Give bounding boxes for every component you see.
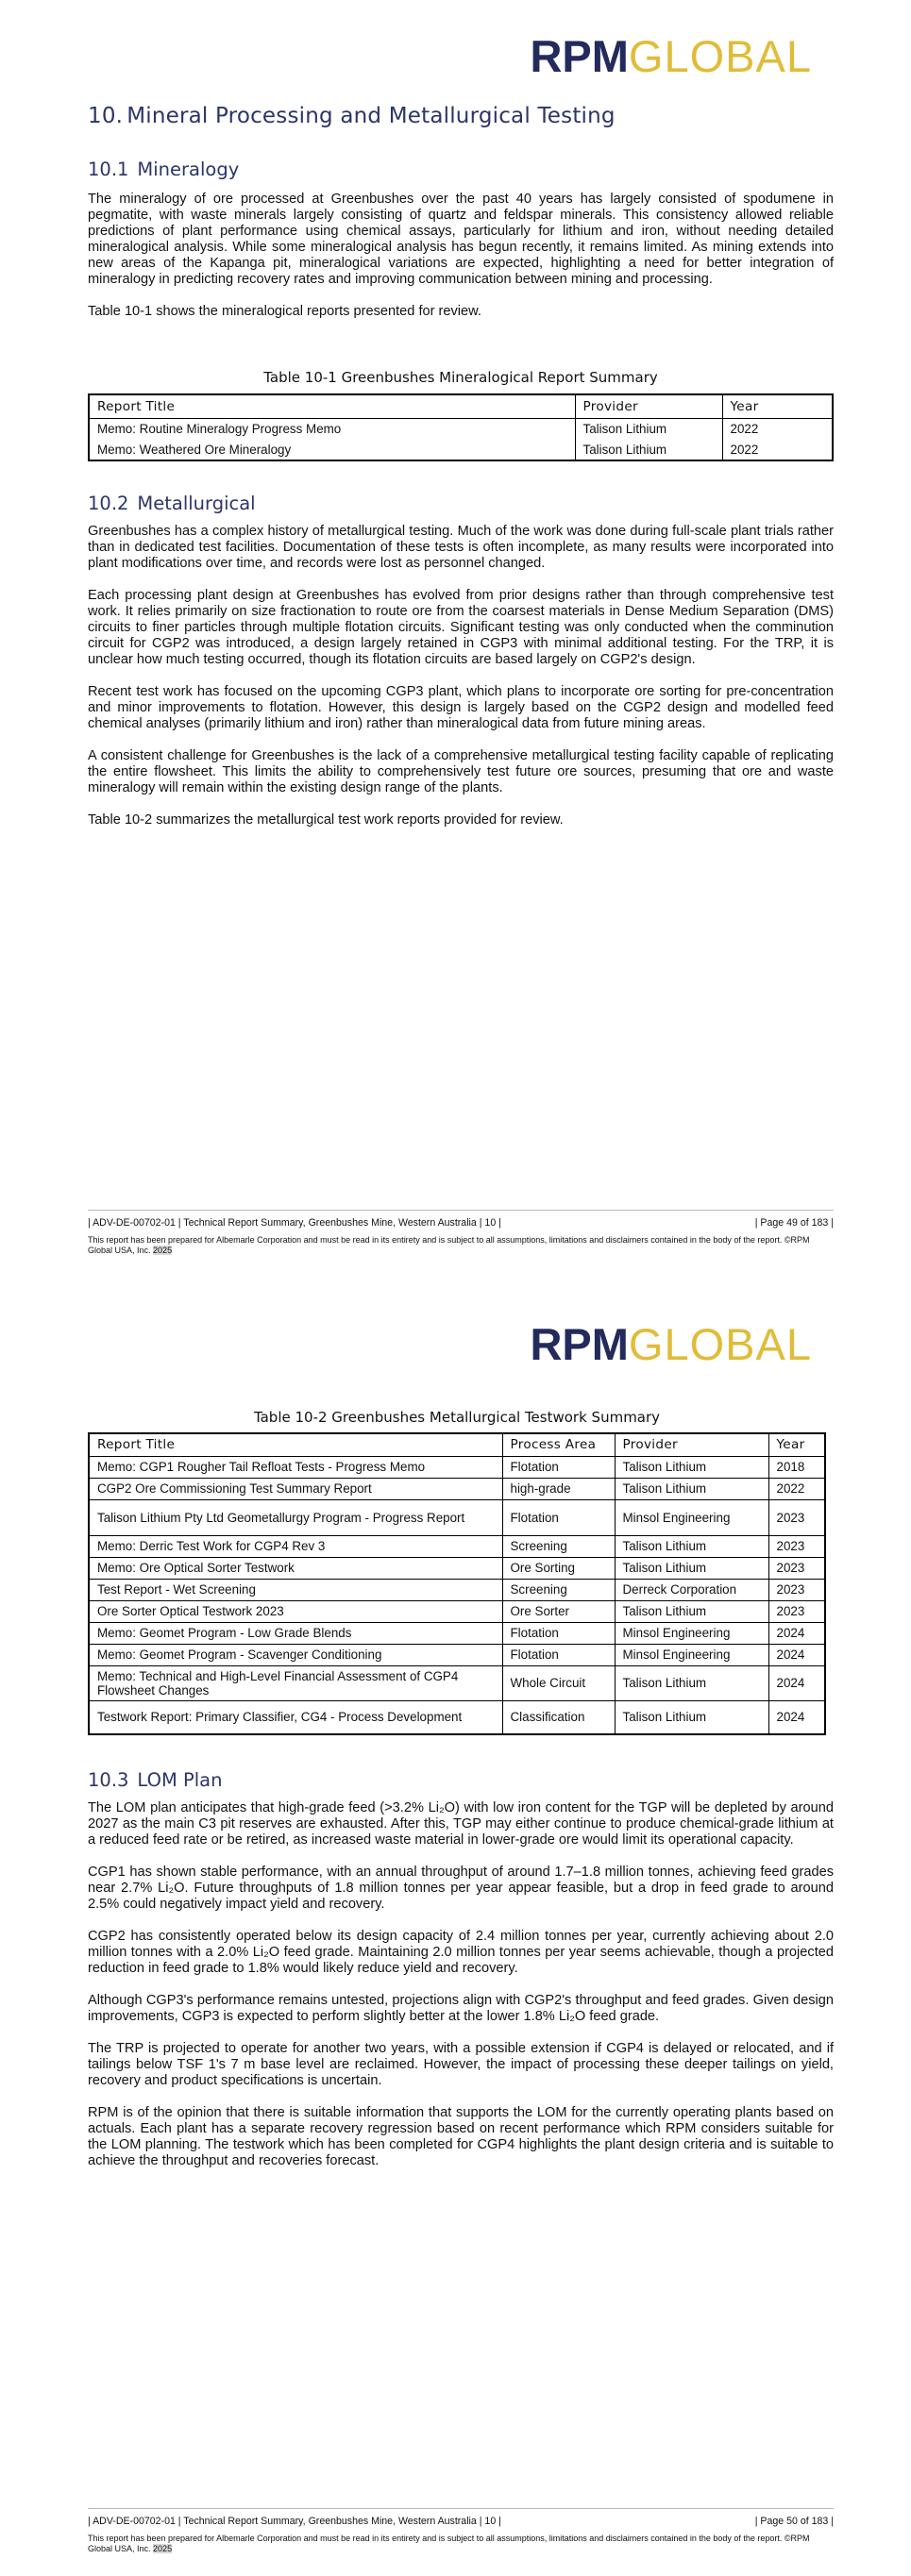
paragraph: Recent test work has focused on the upcoming CGP3 plant, which plans to incorporate ore sorting for pre-concentration and minor improvements to flotation. However, this design is largely based on the CGP2 design and modelled feed chemical analyses (primarily lithium and iron) rather than mineralogical data from future mining areas. — [88, 684, 834, 731]
section-number: 10.1 — [88, 159, 129, 180]
table-row — [89, 1579, 825, 1600]
paragraph: CGP1 has shown stable performance, with an annual throughput of around 1.7–1.8 million tonnes, achieving feed grades near 2.7% Li₂O. Future throughputs of 1.8 million tonnes per year appear feasible, but a drop in feed grade to around 2.5% could negatively impact yield and recovery. — [88, 1865, 834, 1912]
table-row — [89, 1478, 825, 1499]
paragraph: Table 10-1 shows the mineralogical reports presented for review. — [88, 304, 481, 319]
column-header: Process Area — [502, 1433, 615, 1456]
mineralogical-report-table — [88, 393, 834, 461]
section-10-1 — [88, 159, 834, 320]
table-cell: Memo: Weathered Ore Mineralogy — [89, 440, 575, 460]
table-cell: Talison Lithium — [575, 418, 722, 440]
page-50 — [0, 1288, 911, 2576]
table-cell: Screening — [502, 1535, 615, 1557]
table-cell: Flotation — [502, 1456, 615, 1478]
table-cell: 2023 — [768, 1579, 825, 1600]
table-cell: 2022 — [722, 418, 833, 440]
table-cell: Derreck Corporation — [615, 1579, 768, 1600]
table-cell: 2024 — [768, 1665, 825, 1700]
table-cell: Talison Lithium — [615, 1557, 768, 1579]
table-cell: CGP2 Ore Commissioning Test Summary Report — [89, 1478, 502, 1499]
table-row — [89, 1499, 825, 1535]
section-10-heading — [88, 104, 834, 128]
table-cell: Minsol Engineering — [615, 1622, 768, 1644]
column-header: Report Title — [89, 394, 575, 418]
footer-disclaimer: This report has been prepared for Albemarle Corporation and must be read in its entirety and is subject to all assumptions, limitations and disclaimers contained in the body of the report. ©RPM Global USA, Inc. 2025 — [88, 1235, 810, 1255]
paragraph: The TRP is projected to operate for another two years, with a possible extension if CGP4 is delayed or relocated, and if tailings below TSF 1's 7 m base level are reclaimed. However, the impact of processing these deeper tailings on yield, recovery and product specifications is uncertain. — [88, 2041, 834, 2088]
paragraph: Greenbushes has a complex history of metallurgical testing. Much of the work was done during full-scale plant trials rather than in dedicated test facilities. Documentation of these tests is often incomplete, as many results were incorporated into plant modifications over time, and records were lost as personnel changed. — [88, 524, 834, 571]
logo-global-text: GLOBAL — [628, 1319, 812, 1369]
section-10-3 — [88, 1769, 834, 2169]
table-cell: Talison Lithium — [615, 1478, 768, 1499]
table-cell: Memo: Technical and High-Level Financial Assessment of CGP4 Flowsheet Changes — [89, 1665, 502, 1700]
table-cell: high-grade — [502, 1478, 615, 1499]
footer-disclaimer: This report has been prepared for Albemarle Corporation and must be read in its entirety and is subject to all assumptions, limitations and disclaimers contained in the body of the report. ©RPM Global USA, Inc. 2025 — [88, 2534, 810, 2553]
table-row — [89, 1622, 825, 1644]
table-cell: Ore Sorter Optical Testwork 2023 — [89, 1600, 502, 1622]
table-row — [89, 1456, 825, 1478]
footer-page-number: | Page 50 of 183 | — [754, 2516, 834, 2527]
table-row — [89, 440, 833, 460]
table-cell: 2024 — [768, 1622, 825, 1644]
table-cell: Talison Lithium — [615, 1456, 768, 1478]
chapter-text: Mineral Processing and Metallurgical Testing — [127, 104, 616, 128]
table-cell: Flotation — [502, 1644, 615, 1665]
column-header: Year — [768, 1433, 825, 1456]
table-cell: Screening — [502, 1579, 615, 1600]
table-row — [89, 1644, 825, 1665]
table-cell: Talison Lithium — [615, 1665, 768, 1700]
table-cell: 2023 — [768, 1499, 825, 1535]
chapter-title — [88, 104, 834, 128]
table-cell: 2022 — [768, 1478, 825, 1499]
section-heading — [88, 159, 834, 180]
paragraph: Although CGP3's performance remains untested, projections align with CGP2's throughput and feed grades. Given design improvements, CGP3 is expected to perform slightly better at the lower 1.8% Li₂O feed grade. — [88, 1993, 834, 2024]
table-cell: Memo: Derric Test Work for CGP4 Rev 3 — [89, 1535, 502, 1557]
table-cell: 2024 — [768, 1700, 825, 1734]
page-footer — [88, 2508, 834, 2554]
section-heading — [88, 1769, 834, 1791]
paragraph: Table 10-2 summarizes the metallurgical test work reports provided for review. — [88, 812, 564, 828]
chapter-number: 10. — [88, 104, 124, 128]
metallurgical-testwork-table — [88, 1432, 826, 1735]
table-cell: Talison Lithium — [615, 1600, 768, 1622]
table-cell: 2023 — [768, 1535, 825, 1557]
paragraph: CGP2 has consistently operated below its design capacity of 2.4 million tonnes per year, currently achieving about 2.0 million tonnes with a 2.0% Li₂O feed grade. Maintaining 2.0 million tonnes per year seems achievable, though a projected reduction in feed grade to 1.8% would likely reduce yield and recovery. — [88, 1929, 834, 1976]
rpm-global-logo — [530, 31, 812, 81]
table-cell: Whole Circuit — [502, 1665, 615, 1700]
paragraph: The mineralogy of ore processed at Greenbushes over the past 40 years has largely consisted of spodumene in pegmatite, with waste minerals largely consisting of quartz and feldspar minerals. This consistency allowed reliable predictions of plant performance using chemical assays, particularly for lithium and iron, without needing detailed mineralogical analysis. While some mineralogical analysis has begun recently, it remains limited. As mining extends into new areas of the Kapanga pit, mineralogical variations are expected, highlighting a need for better integration of mineralogy in predicting recovery rates and improving communication between mining and processing. — [88, 192, 834, 287]
table-cell: Memo: Geomet Program - Low Grade Blends — [89, 1622, 502, 1644]
footer-page-number: | Page 49 of 183 | — [754, 1217, 834, 1229]
table-cell: Minsol Engineering — [615, 1644, 768, 1665]
table-row — [89, 1535, 825, 1557]
paragraph: The LOM plan anticipates that high-grade feed (>3.2% Li₂O) with low iron content for the TGP will be depleted by around 2027 as the main C3 pit reserves are exhausted. After this, TGP may either continue to produce chemical-grade lithium at a reduced feed rate or be retired, as increased waste material in lower-grade ore would limit its operational capacity. — [88, 1800, 834, 1848]
table-row — [89, 1665, 825, 1700]
table-caption: Table 10-2 Greenbushes Metallurgical Testwork Summary — [253, 1409, 661, 1426]
section-number: 10.2 — [88, 493, 129, 514]
table-header-row — [89, 1433, 825, 1456]
rpm-global-logo — [530, 1319, 812, 1369]
table-cell: Ore Sorter — [502, 1600, 615, 1622]
table-cell: Flotation — [502, 1499, 615, 1535]
section-title: Mineralogy — [137, 159, 240, 180]
paragraph: RPM is of the opinion that there is suitable information that supports the LOM for the currently operating plants based on actuals. Each plant has a separate recovery regression based on recent performance which RPM considers suitable for the LOM planning. The testwork which has been completed for CGP4 highlights the plant design criteria and is suitable to achieve the throughput and recoveries forecast. — [88, 2105, 834, 2168]
table-cell: Flotation — [502, 1622, 615, 1644]
table-cell: Classification — [502, 1700, 615, 1734]
table-10-1-block — [88, 369, 834, 461]
table-cell: Talison Lithium — [615, 1700, 768, 1734]
table-cell: Memo: CGP1 Rougher Tail Refloat Tests - Progress Memo — [89, 1456, 502, 1478]
footer-year: 2025 — [153, 2544, 173, 2553]
table-header-row — [89, 394, 833, 418]
section-title: Metallurgical — [137, 493, 256, 514]
column-header: Provider — [575, 394, 722, 418]
logo-rpm-text: RPM — [530, 31, 629, 81]
table-cell: Ore Sorting — [502, 1557, 615, 1579]
column-header: Provider — [615, 1433, 768, 1456]
table-cell: Memo: Geomet Program - Scavenger Conditioning — [89, 1644, 502, 1665]
table-cell: Talison Lithium — [575, 440, 722, 460]
table-cell: Talison Lithium Pty Ltd Geometallurgy Program - Progress Report — [89, 1499, 502, 1535]
footer-document-info: | ADV-DE-00702-01 | Technical Report Summary, Greenbushes Mine, Western Australia | 10 | — [88, 1217, 501, 1229]
table-cell: Talison Lithium — [615, 1535, 768, 1557]
table-cell: Testwork Report: Primary Classifier, CG4 - Process Development — [89, 1700, 502, 1734]
section-10-2 — [88, 493, 834, 828]
table-cell: 2018 — [768, 1456, 825, 1478]
logo-global-text: GLOBAL — [628, 31, 812, 81]
column-header: Report Title — [89, 1433, 502, 1456]
table-cell: 2022 — [722, 440, 833, 460]
table-10-2-block — [88, 1409, 834, 1735]
paragraph: Each processing plant design at Greenbushes has evolved from prior designs rather than through comprehensive test work. It relies primarily on size fractionation to route ore from the coarsest materials in Dense Medium Separation (DMS) circuits to finer particles through multiple flotation circuits. Significant testing was only conducted when the comminution circuit for CGP2 was introduced, a design largely retained in CGP3 with minimal additional testing. For the TRP, it is unclear how much testing occurred, though its flotation circuits are based largely on CGP2's design. — [88, 588, 834, 667]
table-cell: 2023 — [768, 1557, 825, 1579]
section-title: LOM Plan — [137, 1769, 223, 1791]
table-row — [89, 1600, 825, 1622]
table-cell: Test Report - Wet Screening — [89, 1579, 502, 1600]
table-cell: 2024 — [768, 1644, 825, 1665]
table-row — [89, 1557, 825, 1579]
section-heading — [88, 493, 834, 514]
column-header: Year — [722, 394, 833, 418]
table-cell: Memo: Ore Optical Sorter Testwork — [89, 1557, 502, 1579]
table-row — [89, 1700, 825, 1734]
table-row — [89, 418, 833, 440]
table-cell: Memo: Routine Mineralogy Progress Memo — [89, 418, 575, 440]
paragraph: A consistent challenge for Greenbushes is the lack of a comprehensive metallurgical testing facility capable of replicating the entire flowsheet. This limits the ability to comprehensively test future ore sources, presuming that ore and waste mineralogy will remain within the existing design range of the plants. — [88, 748, 834, 795]
table-cell: 2023 — [768, 1600, 825, 1622]
table-cell: Minsol Engineering — [615, 1499, 768, 1535]
table-caption: Table 10-1 Greenbushes Mineralogical Report Summary — [263, 369, 658, 386]
section-number: 10.3 — [88, 1769, 129, 1791]
logo-rpm-text: RPM — [530, 1319, 629, 1369]
footer-document-info: | ADV-DE-00702-01 | Technical Report Summary, Greenbushes Mine, Western Australia | 10 | — [88, 2516, 501, 2527]
footer-year: 2025 — [153, 1246, 173, 1255]
page-footer — [88, 1210, 834, 1256]
